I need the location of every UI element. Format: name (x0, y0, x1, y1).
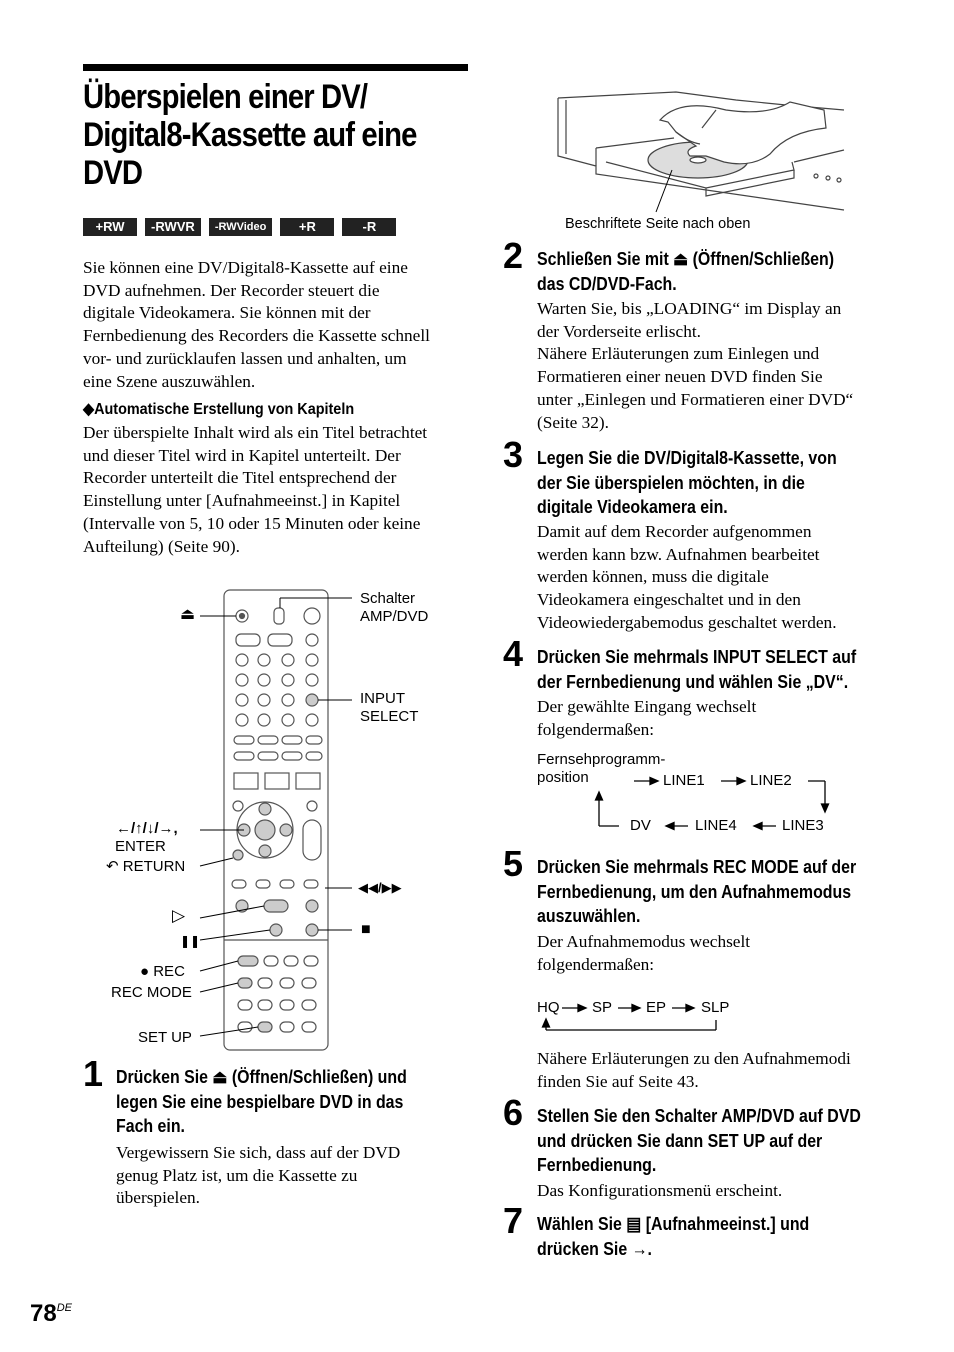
step-3-heading: Legen Sie die DV/Digital8-Kassette, von der Sie überspielen möchten, in die digitale Videokamera ein. (537, 447, 837, 518)
title-line: Überspielen einer DV/ (83, 78, 368, 116)
text-line: Der überspielte Inhalt wird als ein Titel betrachtet (83, 423, 428, 442)
step-3-number: 3 (503, 434, 524, 475)
input-cycle-line3: LINE3 (782, 817, 824, 834)
input-cycle-start-1: Fernsehprogramm- (537, 751, 666, 768)
step-1-heading: Drücken Sie ⏏ (Öffnen/Schließen) und legen Sie eine bespielbare DVD in das Fach ein. (116, 1066, 407, 1137)
rec-cycle-arrows (536, 998, 736, 1038)
disc-type-badges (83, 218, 396, 236)
step-5-body: Der Aufnahmemodus wechselt folgendermaßen: (537, 932, 751, 974)
input-cycle-dv: DV (630, 817, 651, 834)
step-2-heading: Schließen Sie mit ⏏ (Öffnen/Schließen) das CD/DVD-Fach. (537, 248, 835, 294)
number-keypad (236, 654, 318, 726)
step-6-heading: Stellen Sie den Schalter AMP/DVD auf DVD und drücken Sie dann SET UP auf der Fernbedienung. (537, 1105, 861, 1176)
amp-dvd-switch (274, 608, 284, 624)
text-line: DVD aufnehmen. Der Recorder steuert die (83, 280, 380, 300)
text-line: Fernbedienung des Recorders die Kassette schnell (83, 326, 430, 346)
input-select-label-2: SELECT (360, 708, 419, 725)
text-line: eine Szene auszuwählen. (83, 371, 256, 391)
step-7-heading: Wählen Sie ▤ [Aufnahmeeinst.] und drücken Sie →. (537, 1213, 810, 1259)
title-rule (83, 64, 468, 71)
step-6-number: 6 (503, 1092, 524, 1133)
pause-button (270, 924, 282, 936)
step-7-number: 7 (503, 1200, 524, 1241)
setup-label: SET UP (138, 1029, 192, 1046)
intro-paragraph (83, 257, 473, 393)
badge-minus-rw-video: -RWVideo (209, 218, 273, 236)
return-label: ↶ RETURN (106, 858, 186, 875)
chapter-heading: ◆Automatische Erstellung von Kapiteln (83, 401, 355, 418)
step-6-body: Das Konfigurationsmenü erscheint. (537, 1181, 783, 1200)
stop-button (306, 924, 318, 936)
step-4-body: Der gewählte Eingang wechselt folgendermaßen: (537, 697, 757, 739)
pause-label: ❚❚ (180, 934, 201, 948)
input-cycle-line1: LINE1 (663, 772, 705, 789)
step-2-body: Warten Sie, bis „LOADING“ im Display an der Vorderseite erlischt. Nähere Erläuterungen zum Einlegen und Formatieren einer neuen DVD finden Sie unter „Einlegen und Formatieren einer DVD“ (Seite 32). (537, 299, 854, 432)
chapter-paragraph (83, 422, 473, 558)
text-line: vor- und zurücklaufen lassen und anhalten, um (83, 348, 407, 368)
skip-label: ◀◀/▶▶ (358, 880, 402, 895)
dvd-tray-illustration (556, 70, 846, 218)
disc-caption: Beschriftete Seite nach oben (565, 216, 751, 232)
step-4-number: 4 (503, 633, 524, 674)
rec-cycle-hq: HQ (537, 999, 560, 1016)
step-1-number: 1 (83, 1053, 104, 1094)
input-cycle-line2: LINE2 (750, 772, 792, 789)
rec-label: ● REC (140, 963, 185, 980)
input-cycle-line4: LINE4 (695, 817, 737, 834)
input-select-button (306, 694, 318, 706)
step-4-heading: Drücken Sie mehrmals INPUT SELECT auf der Fernbedienung und wählen Sie „DV“. (537, 646, 857, 692)
switch-label-1: Schalter (360, 590, 416, 607)
text-line: und dieser Titel wird in Kapitel unterteilt. Der (83, 445, 401, 465)
text-line: digitale Videokamera. Sie können mit der (83, 303, 371, 323)
rec-button (238, 956, 258, 966)
text-line: Einstellung unter [Aufnahmeeinst.] in Kapitel (83, 491, 401, 511)
step-3-body: Damit auf dem Recorder aufgenommen werden kann bzw. Aufnahmen bearbeitet werden können, muss die digitale Videokamera eingeschaltet und in den Videowiedergabemodus geschaltet werden. (537, 522, 837, 632)
step-5-heading: Drücken Sie mehrmals REC MODE auf der Fernbedienung, um den Aufnahmemodus auszuwählen. (537, 856, 857, 927)
arrows-label: ←/↑/↓/→, (116, 820, 178, 837)
text-line: Sie können eine DV/Digital8-Kassette auf eine (83, 258, 408, 277)
rec-mode-button (238, 978, 252, 988)
direction-pad (237, 802, 293, 858)
badge-minus-rw-vr: -RWVR (145, 218, 201, 236)
input-cycle-start-2: position (537, 769, 589, 786)
remote-control-illustration (0, 580, 480, 1060)
rec-cycle-sp: SP (592, 999, 613, 1016)
step-1-body: Vergewissern Sie sich, dass auf der DVD genug Platz ist, um die Kassette zu überspielen. (116, 1143, 401, 1208)
input-cycle-arrows (590, 770, 840, 834)
text-line: Aufteilung) (Seite 90). (83, 536, 240, 556)
play-button (264, 900, 288, 912)
rec-mode-label: REC MODE (111, 984, 192, 1001)
title-line: DVD (83, 154, 143, 192)
text-line: (Intervalle von 5, 10 oder 15 Minuten oder keine (83, 513, 421, 533)
rec-mode-note: Nähere Erläuterungen zu den Aufnahmemodi finden Sie auf Seite 43. (537, 1049, 851, 1091)
badge-plus-r: +R (280, 218, 334, 236)
enter-label: ENTER (115, 838, 166, 855)
rec-cycle-slp: SLP (701, 999, 730, 1016)
stop-label: ■ (361, 921, 371, 938)
setup-button (258, 1022, 272, 1032)
play-label: ▷ (172, 906, 186, 925)
switch-label-2: AMP/DVD (360, 608, 429, 625)
text-line: Recorder unterteilt die Titel entsprechend der (83, 468, 397, 488)
title-line: Digital8-Kassette auf eine (83, 116, 417, 154)
page-number: 78DE (30, 1300, 72, 1327)
input-select-label-1: INPUT (360, 690, 405, 707)
page-title (83, 78, 418, 192)
badge-plus-rw: +RW (83, 218, 137, 236)
step-2-number: 2 (503, 235, 524, 276)
eject-label: ⏏ (180, 606, 196, 623)
enter-button (255, 820, 275, 840)
page-language: DE (56, 1302, 72, 1314)
return-button (233, 850, 243, 860)
badge-minus-r: -R (342, 218, 396, 236)
step-5-number: 5 (503, 843, 524, 884)
rec-cycle-ep: EP (646, 999, 667, 1016)
